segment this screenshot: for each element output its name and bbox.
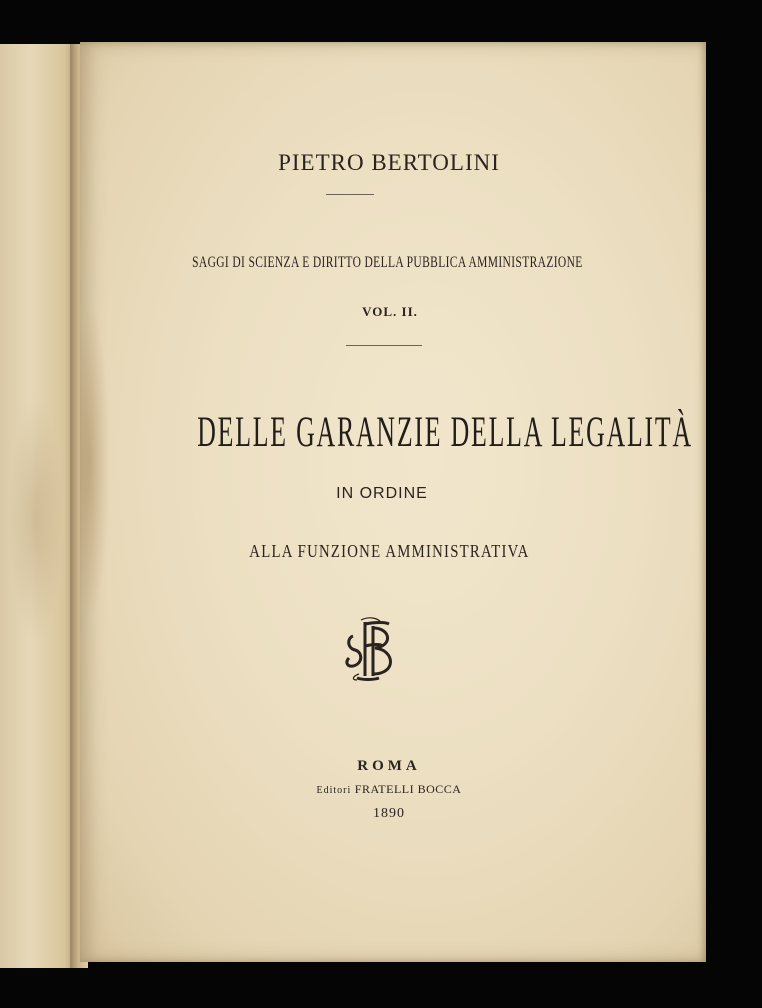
publisher-line — [72, 782, 706, 797]
title-page — [80, 42, 706, 962]
left-endpaper — [0, 44, 76, 968]
book-title: DELLE GARANZIE DELLA LEGALITÀ — [197, 409, 693, 456]
publisher-monogram-icon — [343, 616, 401, 682]
publication-city: ROMA — [357, 758, 421, 774]
publisher-name: FRATELLI BOCCA — [354, 782, 462, 796]
subtitle-line-2: ALLA FUNZIONE AMMINISTRATIVA — [249, 541, 530, 561]
divider-rule — [326, 194, 374, 195]
subtitle-line-1: IN ORDINE — [336, 485, 428, 502]
title-page-content — [80, 42, 706, 962]
author-name: PIETRO BERTOLINI — [278, 150, 500, 175]
divider-rule — [346, 345, 422, 346]
publication-year: 1890 — [373, 806, 405, 821]
publisher-prefix: Editori — [316, 785, 352, 796]
series-title: SAGGI DI SCIENZA E DIRITTO DELLA PUBBLICA AMMINISTRAZIONE — [192, 254, 583, 271]
volume-number: VOL. II. — [362, 304, 418, 319]
